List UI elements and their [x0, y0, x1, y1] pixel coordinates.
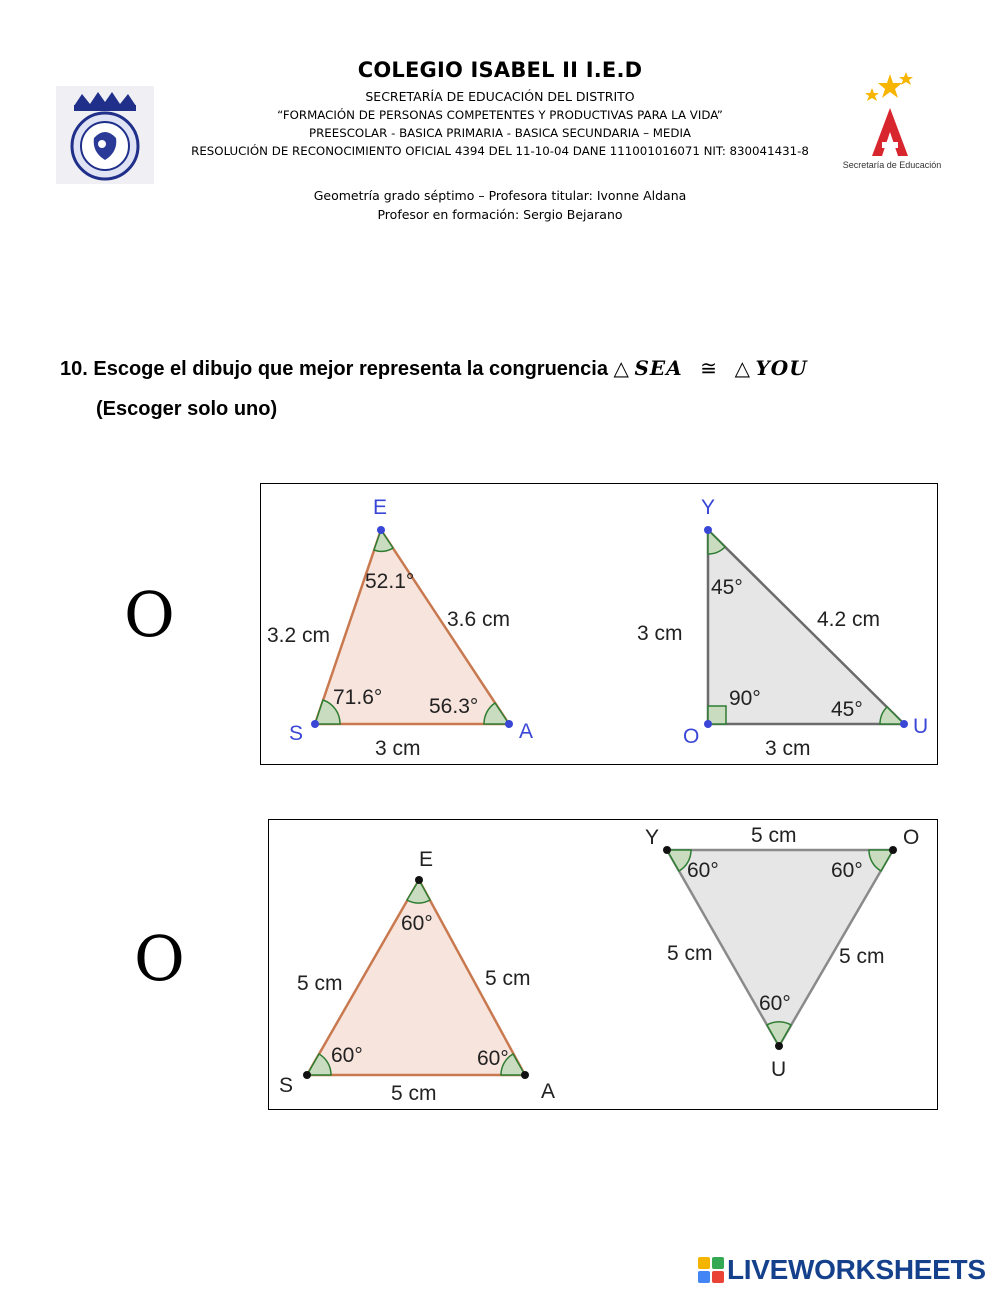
angle-o-label-2: 60°: [831, 859, 863, 882]
vertex-s-point: [311, 720, 319, 728]
vertex-e-point-2: [415, 876, 423, 884]
vertex-o-point-2: [889, 846, 897, 854]
vertex-a-point: [505, 720, 513, 728]
angle-a-label: 56.3°: [429, 695, 479, 718]
vertex-y-label: Y: [701, 496, 716, 519]
vertex-y-label-2: Y: [645, 826, 660, 849]
vertex-e-point: [377, 526, 385, 534]
angle-u-label: 45°: [831, 698, 863, 721]
angle-e-label: 52.1°: [365, 570, 415, 593]
option-2-figure: [268, 819, 938, 1110]
header-line-1: SECRETARÍA DE EDUCACIÓN DEL DISTRITO: [365, 89, 635, 104]
vertex-y-point: [704, 526, 712, 534]
vertex-o-label: O: [683, 725, 700, 748]
header-line-3: PREESCOLAR - BASICA PRIMARIA - BASICA SECUNDARIA – MEDIA: [308, 126, 691, 140]
liveworksheets-icon: [698, 1257, 724, 1283]
trainee-line: Profesor en formación: Sergio Bejarano: [377, 207, 623, 222]
angle-o-label: 90°: [729, 687, 761, 710]
vertex-u-label: U: [913, 715, 929, 738]
logo-caption: Secretaría de Educación: [842, 160, 942, 170]
angle-s-label: 71.6°: [333, 686, 383, 709]
angle-e-arc: [374, 530, 393, 551]
liveworksheets-brand: LIVEWORKSHEETS: [727, 1254, 986, 1285]
vertex-u-point-2: [775, 1042, 783, 1050]
header-line-2: “FORMACIÓN DE PERSONAS COMPETENTES Y PRODUCTIVAS PARA LA VIDA”: [277, 108, 723, 122]
side-yu-label-2: 5 cm: [667, 942, 713, 965]
side-ou-label-2: 5 cm: [839, 945, 885, 968]
question-text: 10. Escoge el dibujo que mejor representa la congruencia: [60, 358, 614, 380]
vertex-s-label: S: [289, 722, 304, 745]
subject-line: Geometría grado séptimo – Profesora titular: Ivonne Aldana: [313, 188, 687, 203]
triangle-symbol-2: △: [734, 356, 750, 380]
vertex-u-point: [900, 720, 908, 728]
angle-a-label-2: 60°: [477, 1047, 509, 1070]
side-ou-label: 3 cm: [765, 737, 811, 760]
option-2-triangle-you: [645, 824, 919, 1081]
option-1-triangle-you: [637, 496, 928, 760]
vertex-u-label-2: U: [771, 1058, 787, 1081]
question-prompt: [60, 356, 808, 381]
vertex-e-label: E: [373, 496, 388, 519]
angle-s-label-2: 60°: [331, 1044, 363, 1067]
option-2-radio[interactable]: O: [134, 922, 185, 995]
side-ea-label-2: 5 cm: [485, 967, 531, 990]
triangle-symbol: △: [613, 356, 629, 380]
side-sa-label: 3 cm: [375, 737, 421, 760]
side-yo-label-2: 5 cm: [751, 824, 797, 847]
angle-u-label-2: 60°: [759, 992, 791, 1015]
liveworksheets-logo: [698, 1254, 986, 1286]
side-ea-label: 3.6 cm: [447, 608, 511, 631]
side-yo-label: 3 cm: [637, 622, 683, 645]
triangle-sea: SEA: [634, 356, 683, 380]
question-instruction: (Escoger solo uno): [96, 398, 278, 420]
triangle-you: YOU: [755, 356, 808, 380]
vertex-s-point-2: [303, 1071, 311, 1079]
side-yu-label: 4.2 cm: [817, 608, 881, 631]
congruent-symbol: ≅: [700, 356, 718, 380]
angle-y-label: 45°: [711, 576, 743, 599]
header-line-4: RESOLUCIÓN DE RECONOCIMIENTO OFICIAL 4394 DEL 11-10-04 DANE 111001016071 NIT: 830041431-8: [191, 144, 809, 158]
option-1-radio[interactable]: O: [124, 578, 175, 651]
vertex-o-point: [704, 720, 712, 728]
vertex-a-label: A: [519, 720, 534, 743]
vertex-s-label-2: S: [279, 1074, 294, 1097]
vertex-y-point-2: [663, 846, 671, 854]
option-1-triangle-sea: [267, 496, 533, 760]
option-2-triangle-sea: [279, 848, 555, 1105]
school-name: COLEGIO ISABEL II I.E.D: [357, 58, 643, 82]
vertex-o-label-2: O: [903, 826, 920, 849]
side-se-label-2: 5 cm: [297, 972, 343, 995]
document-header: [0, 58, 1000, 160]
side-sa-label-2: 5 cm: [391, 1082, 437, 1105]
vertex-a-label-2: A: [541, 1080, 556, 1103]
course-info: [0, 186, 1000, 224]
angle-e-label-2: 60°: [401, 912, 433, 935]
option-1-figure: [260, 483, 938, 765]
vertex-a-point-2: [521, 1071, 529, 1079]
side-se-label: 3.2 cm: [267, 624, 331, 647]
vertex-e-label-2: E: [419, 848, 434, 871]
angle-y-label-2: 60°: [687, 859, 719, 882]
